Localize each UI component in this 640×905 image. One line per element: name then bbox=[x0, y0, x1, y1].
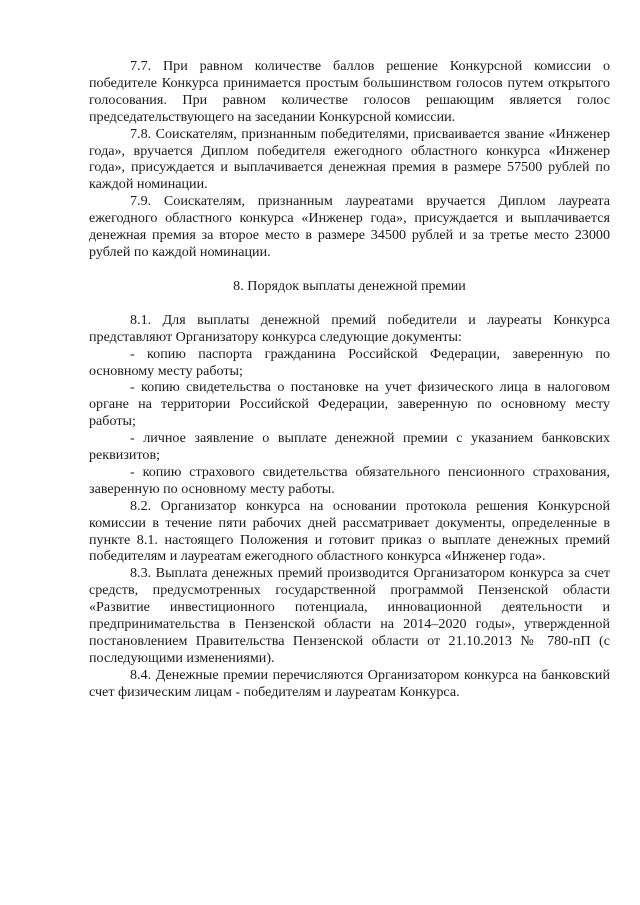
section-heading-8: 8. Порядок выплаты денежной премии bbox=[233, 277, 466, 294]
list-item-pension-certificate: - копию страхового свидетельства обязательного пенсионного страхования, заверенную по основному месту работы. bbox=[89, 463, 610, 497]
paragraph-7-7: 7.7. При равном количестве баллов решение Конкурсной комиссии о победителе Конкурса принимается простым большинством голосов путем открытого голосования. При равном количестве голосов решающим является голос председательствующего на заседании Конкурсной комиссии. bbox=[89, 58, 610, 125]
list-item-passport: - копию паспорта гражданина Российской Федерации, заверенную по основному месту работы; bbox=[89, 345, 610, 379]
list-item-application: - личное заявление о выплате денежной премии с указанием банковских реквизитов; bbox=[89, 430, 610, 464]
paragraph-8-2: 8.2. Организатор конкурса на основании протокола решения Конкурсной комиссии в течение пяти рабочих дней рассматривает документы, определенные в пункте 8.1. настоящего Положения и готовит приказ о выплате денежных премий победителям и лауреатам ежегодного областного конкурса «Инженер года». bbox=[89, 497, 610, 565]
paragraph-8-4: 8.4. Денежные премии перечисляются Организатором конкурса на банковский счет физическим лицам - победителям и лауреатам Конкурса. bbox=[89, 666, 610, 700]
paragraph-8-3: 8.3. Выплата денежных премий производится Организатором конкурса за счет средств, предусмотренных государственной программой Пензенской области «Развитие инвестиционного потенциала, инновационной деятельности и предпринимательства в Пензенской области на 2014–2020 годы», утвержденной постановлением Правительства Пензенской области от 21.10.2013 № 780-пП (с последующими изменениями). bbox=[89, 565, 610, 666]
paragraph-8-1: 8.1. Для выплаты денежной премий победители и лауреаты Конкурса представляют Организатору конкурса следующие документы: bbox=[89, 311, 610, 345]
paragraph-7-9: 7.9. Соискателям, признанным лауреатами вручается Диплом лауреата ежегодного областного конкурса «Инженер года», присуждается и выплачивается денежная премия за второе место в размере 34500 рублей и за третье место 23000 рублей по каждой номинации. bbox=[89, 193, 610, 260]
paragraph-7-8: 7.8. Соискателям, признанным победителями, присваивается звание «Инженер года», вручается Диплом победителя ежегодного областного конкурса «Инженер года», присуждается и выплачивается денежная премия в размере 57500 рублей по каждой номинации. bbox=[89, 125, 610, 193]
list-item-tax-certificate: - копию свидетельства о постановке на учет физического лица в налоговом органе на территории Российской Федерации, заверенную по основному месту работы; bbox=[89, 379, 610, 430]
document-body bbox=[89, 58, 610, 701]
